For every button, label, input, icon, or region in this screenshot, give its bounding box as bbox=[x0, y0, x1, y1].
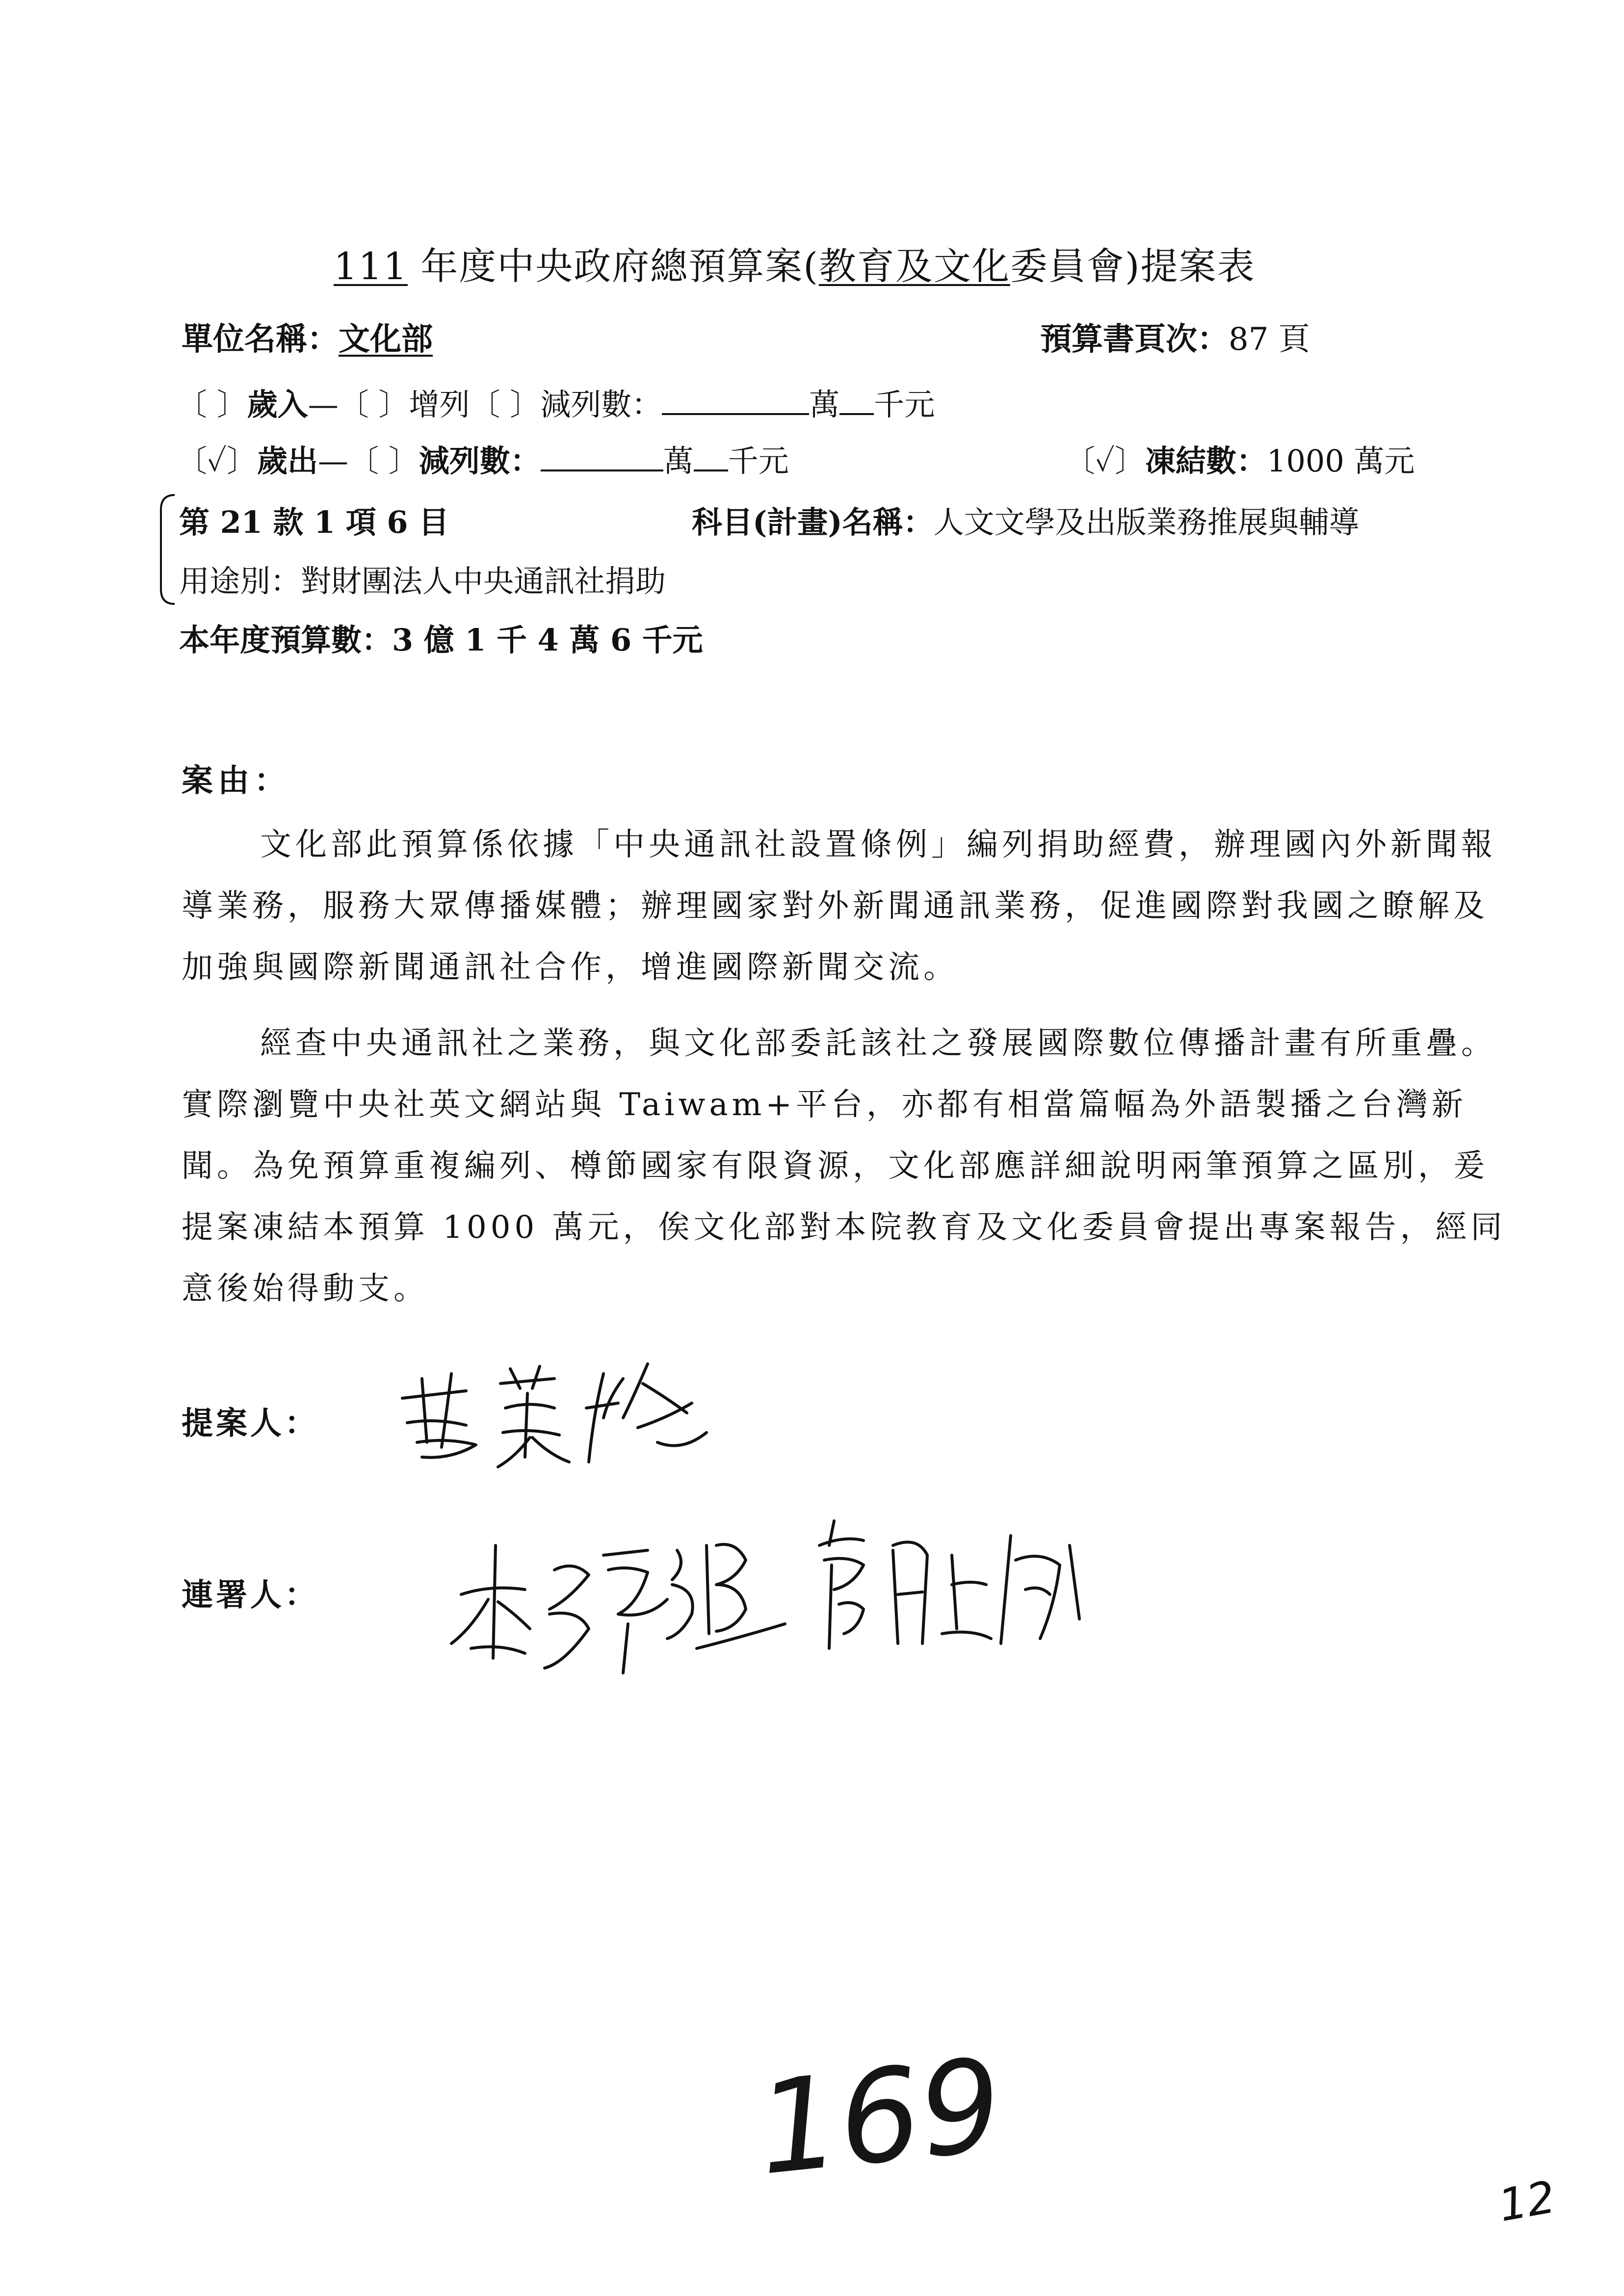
corner-mark: 12 bbox=[1494, 2171, 1559, 2232]
freeze-checkbox: 〔✓〕 bbox=[1065, 443, 1145, 479]
freeze-value: 1000 萬元 bbox=[1267, 443, 1415, 479]
revenue-wan-blank bbox=[662, 388, 809, 415]
expense-wan-blank bbox=[541, 444, 663, 471]
decrease-checkbox: 〔 〕 bbox=[470, 387, 541, 422]
unit-label: 單位名稱： bbox=[182, 321, 339, 358]
handwritten-page-number bbox=[751, 2031, 1009, 2204]
annual-budget-label: 本年度預算數： bbox=[179, 622, 393, 658]
title-tail: 委員會)提案表 bbox=[1010, 244, 1256, 288]
budget-page-row bbox=[1040, 314, 1310, 359]
reason-paragraph-2: 經查中央通訊社之業務，與文化部委託該社之發展國際數位傳播計畫有所重疊。實際瀏覽中央社英文網站與 Taiwam+平台，亦都有相當篇幅為外語製播之台灣新聞。為免預算重複編列、樽節國家有限資源，文化部應詳細說明兩筆預算之區別，爰提案凍結本預算 1000 萬元，俟文化部對本院教育及文化委員會提出專案報告，經同意後始得動支。 bbox=[182, 1025, 1506, 1307]
expense-qian-blank bbox=[694, 444, 728, 471]
annual-budget-value: 3 億 1 千 4 萬 6 千元 bbox=[392, 622, 703, 658]
proposer-signature bbox=[393, 1344, 736, 1472]
title-year: 111 bbox=[334, 244, 408, 288]
subject-value: 人文文學及出版業務推展與輔導 bbox=[933, 504, 1360, 540]
unit-row bbox=[182, 314, 433, 359]
revenue-checkbox: 〔 〕 bbox=[177, 387, 247, 422]
revenue-wan: 萬 bbox=[809, 387, 840, 422]
revenue-line bbox=[177, 380, 935, 424]
usage-label: 用途別： bbox=[179, 563, 301, 599]
expense-label: 歲出 bbox=[257, 443, 318, 479]
expense-decrease-label: 減列數： bbox=[419, 443, 541, 479]
reason-paragraph-1: 文化部此預算係依據「中央通訊社設置條例」編列捐助經費，辦理國內外新聞報導業務，服務大眾傳播媒體；辦理國家對外新聞通訊業務，促進國際對我國之瞭解及加強與國際新聞通訊社合作，增進國際新聞交流。 bbox=[182, 827, 1496, 986]
budget-page-value: 87 頁 bbox=[1229, 321, 1310, 358]
subject-row bbox=[692, 498, 1360, 542]
expense-checkbox: 〔✓〕 bbox=[177, 443, 257, 479]
item-bracket bbox=[157, 493, 177, 606]
usage-value: 對財團法人中央通訊社捐助 bbox=[301, 563, 666, 599]
freeze-block bbox=[1065, 437, 1415, 480]
revenue-qian: 千元 bbox=[874, 387, 935, 422]
increase-checkbox: 〔 〕 bbox=[338, 387, 409, 422]
expense-line bbox=[177, 437, 789, 480]
revenue-qian-blank bbox=[839, 388, 874, 415]
expense-dash: — bbox=[318, 443, 349, 479]
reason-label: 案由： bbox=[182, 762, 290, 799]
expense-qian: 千元 bbox=[728, 443, 789, 479]
handwritten-page-number-text: 169 bbox=[751, 2031, 1009, 2204]
expense-wan: 萬 bbox=[663, 443, 694, 479]
annual-budget-row bbox=[179, 616, 703, 659]
cosigner-signature-1 bbox=[442, 1516, 814, 1693]
subject-label: 科目(計畫)名稱： bbox=[692, 504, 934, 540]
revenue-label: 歲入 bbox=[247, 387, 308, 422]
unit-value: 文化部 bbox=[339, 321, 433, 358]
proposer-label: 提案人： bbox=[182, 1405, 319, 1442]
usage-row bbox=[179, 557, 666, 600]
increase-label: 增列 bbox=[409, 387, 470, 422]
document-title bbox=[334, 236, 1256, 290]
decrease-label: 減列數： bbox=[540, 387, 662, 422]
item-code: 第 21 款 1 項 6 目 bbox=[179, 504, 449, 540]
title-committee: 教育及文化 bbox=[818, 244, 1010, 288]
title-mid: 年度中央政府總預算案( bbox=[408, 244, 819, 288]
cosigner-label: 連署人： bbox=[182, 1577, 319, 1614]
budget-page-label: 預算書頁次： bbox=[1040, 321, 1229, 358]
freeze-label: 凍結數： bbox=[1145, 443, 1267, 479]
expense-decrease-checkbox: 〔 〕 bbox=[348, 443, 419, 479]
revenue-dash: — bbox=[308, 387, 339, 422]
cosigner-signature-2 bbox=[805, 1506, 1109, 1673]
